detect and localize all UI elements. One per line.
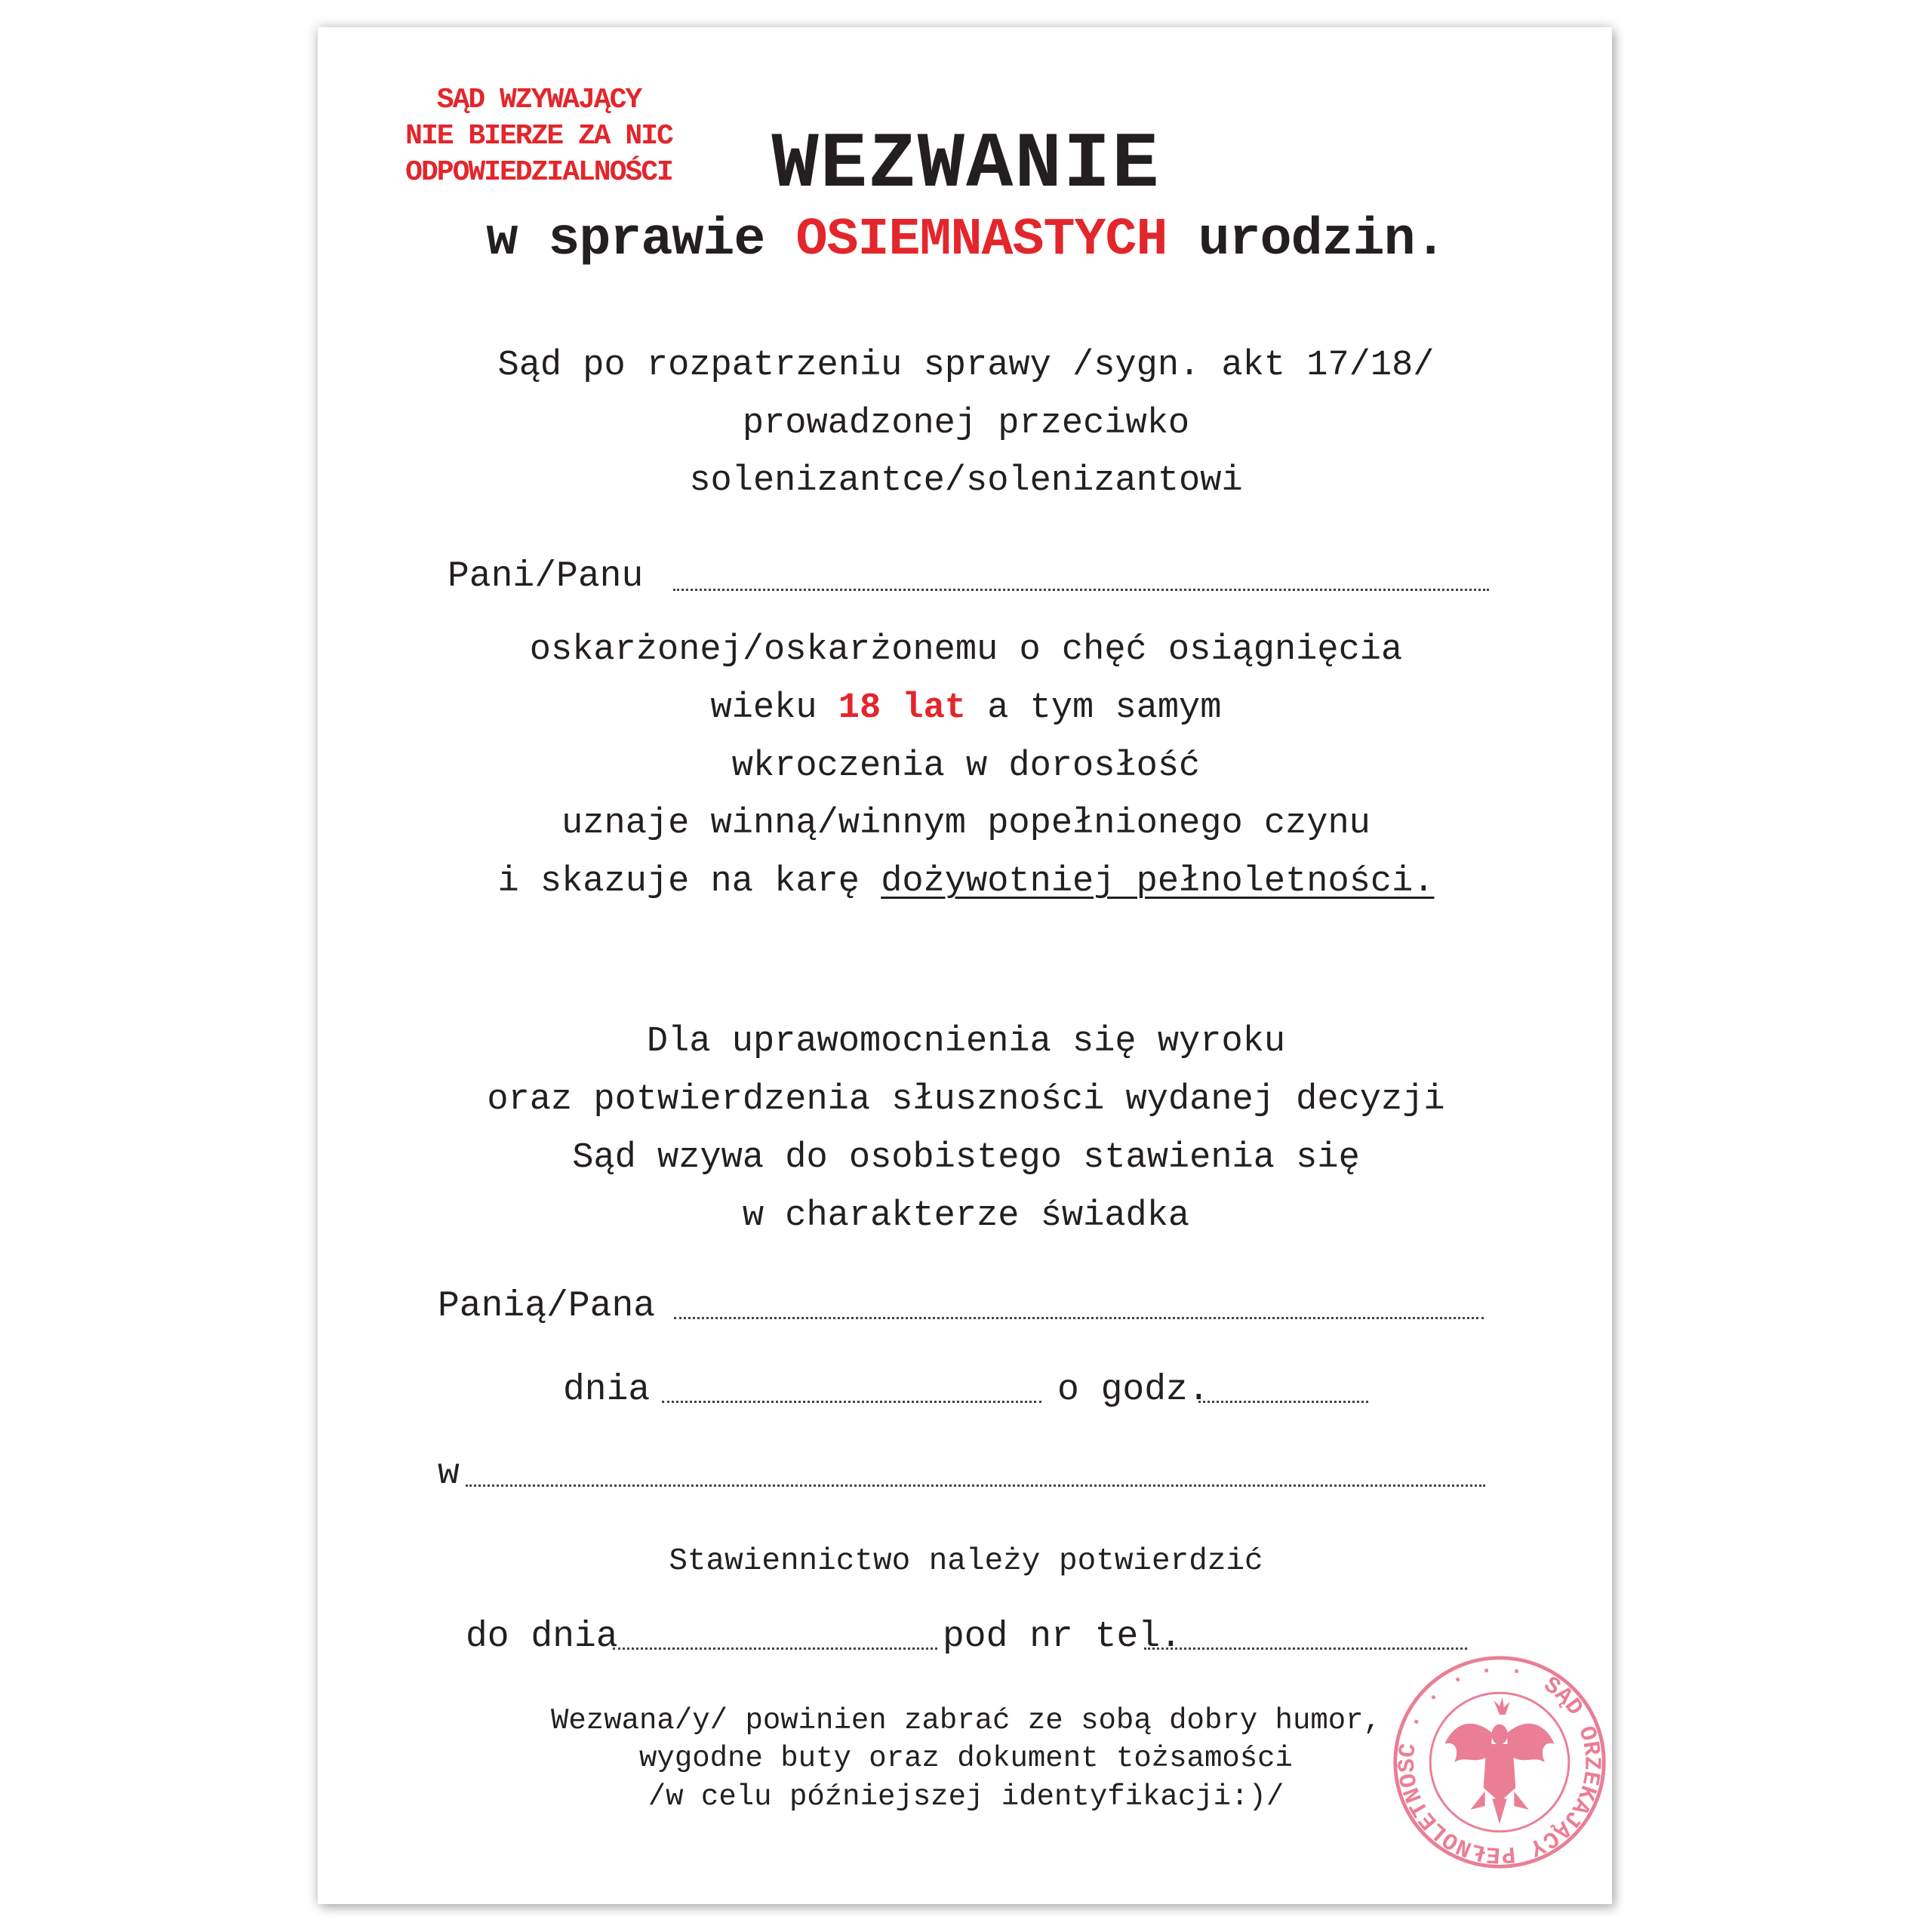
verdict-line: wkroczenia w dorosłość [731,746,1201,786]
footer-line: Wezwana/y/ powinien zabrać ze sobą dobry humor, [551,1704,1381,1737]
subtitle-highlight: OSIEMNASTYCH [795,211,1168,270]
verdict-line: uznaje winną/winnym popełnionego czynu [561,804,1371,844]
accused-name-field[interactable] [673,589,1489,591]
document-subtitle [0,213,1932,269]
sentence-underlined: dożywotniej pełnoletności. [881,862,1435,902]
confirm-date-label: do dnia [466,1617,618,1657]
place-field[interactable] [466,1484,1485,1487]
time-field[interactable] [1198,1401,1368,1403]
summons-line: Sąd wzywa do osobistego stawienia się [572,1138,1360,1178]
date-field[interactable] [662,1401,1041,1403]
notice-line: ODPOWIEDZIALNOŚCI [405,156,672,189]
confirm-date-field[interactable] [613,1647,937,1650]
place-label: w [438,1454,460,1494]
verdict-line [0,688,1932,730]
stamp-text: SĄD ORZEKAJĄCY PEŁNOLETNOŚĆ · · · · · [1394,1657,1605,1868]
summons-line: Dla uprawomocnienia się wyroku [646,1022,1286,1062]
notice-line: NIE BIERZE ZA NIC [405,120,672,152]
age-highlight: 18 lat [838,688,966,728]
accused-label: Pani/Panu [448,556,644,597]
witness-label: Panią/Pana [438,1286,656,1327]
intro-line: prowadzonej przeciwko [742,404,1190,444]
verdict-text: wieku [710,688,817,728]
footer-line: /w celu późniejszej identyfikacji:)/ [648,1780,1284,1814]
footer-line: wygodne buty oraz dokument tożsamości [639,1742,1293,1775]
intro-line: solenizantce/solenizantowi [689,461,1243,501]
court-stamp-seal [1390,1653,1609,1872]
verdict-line: oskarżonej/oskarżonemu o chęć osiągnięcia [529,630,1403,670]
witness-name-field[interactable] [674,1317,1484,1319]
subtitle-post: urodzin. [1198,211,1446,270]
verdict-text: i skazuje na karę [497,862,860,902]
verdict-text: a tym samym [987,688,1222,728]
phone-field[interactable] [1144,1647,1467,1650]
time-label: o godz. [1057,1370,1210,1411]
summons-line: w charakterze świadka [742,1196,1190,1236]
eagle-icon [1445,1697,1555,1824]
phone-label: pod nr tel. [943,1617,1182,1657]
verdict-line [0,861,1932,903]
document-title: WEZWANIE [771,121,1161,210]
intro-line: Sąd po rozpatrzeniu sprawy /sygn. akt 17/18/ [497,346,1435,386]
summons-line: oraz potwierdzenia słuszności wydanej decyzji [487,1080,1445,1120]
date-label: dnia [563,1370,651,1411]
confirm-text: Stawiennictwo należy potwierdzić [669,1544,1263,1579]
subtitle-pre: w sprawie [486,211,765,270]
notice-line: SĄD WZYWAJĄCY [436,84,641,116]
